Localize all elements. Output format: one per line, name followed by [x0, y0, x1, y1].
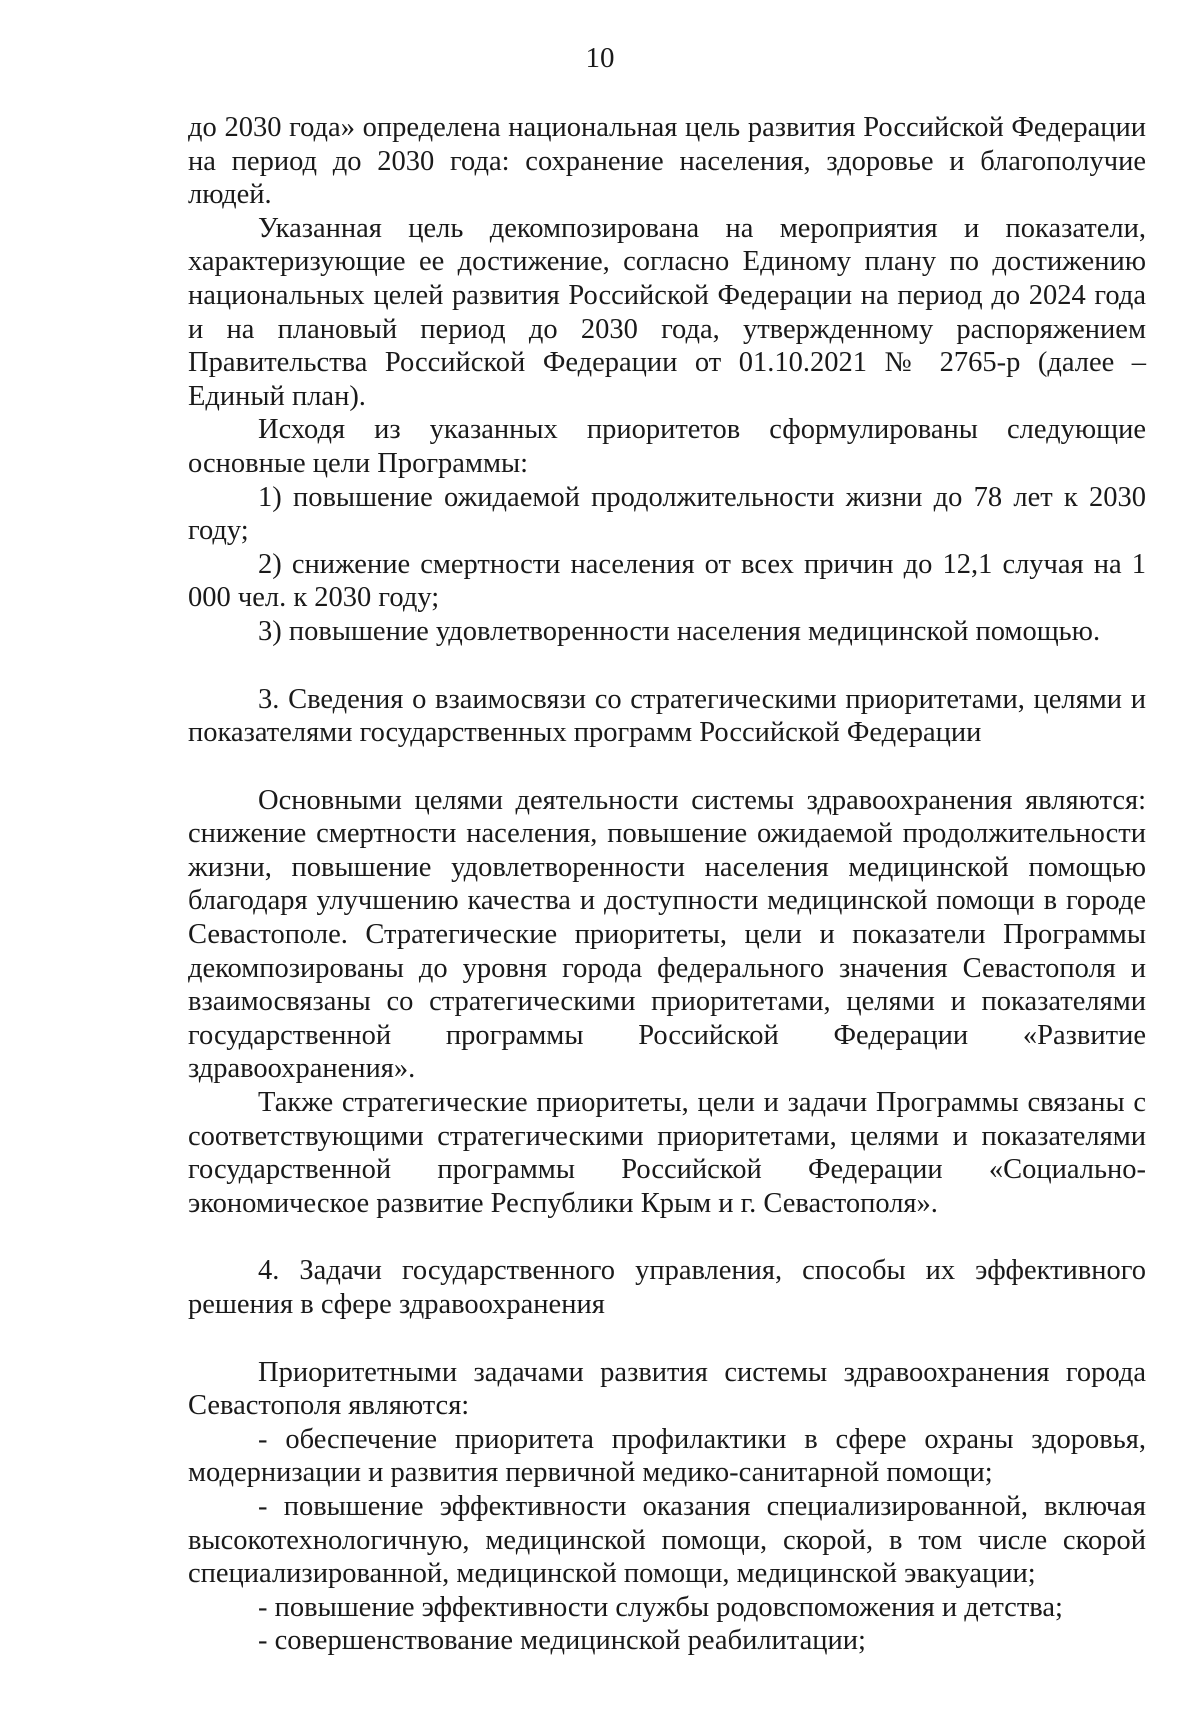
paragraph-priority-tasks-intro: Приоритетными задачами развития системы здравоохранения города Севастополя являются: [188, 1356, 1146, 1422]
paragraph-national-goal: до 2030 года» определена национальная цель развития Российской Федерации на период до 2030 года: сохранение населения, здоровье и благополучие людей. [188, 112, 1146, 211]
paragraph-program-goals-intro: Исходя из указанных приоритетов сформулированы следующие основные цели Программы: [188, 414, 1146, 479]
goal-item-3: 3) повышение удовлетворенности населения медицинской помощью. [258, 615, 1101, 647]
page-number: 10 [585, 42, 615, 74]
paragraph-decomposition: Указанная цель декомпозирована на мероприятия и показатели, характеризующие ее достижение, согласно Единому плану по достижению национальных целей развития Российской Федерации на период до 2024 года и на плановый период до 2030 года, утвержденному распоряжением Правительства Российской Федерации от 01.10.2021 № 2765-р (далее – Единый план). [188, 212, 1146, 412]
goal-item-2: 2) снижение смертности населения от всех причин до 12,1 случая на 1 000 чел. к 2030 году; [188, 548, 1146, 614]
section-heading-3: 3. Сведения о взаимосвязи со стратегическими приоритетами, целями и показателями государственных программ Российской Федерации [188, 683, 1146, 749]
paragraph-main-goals: Основными целями деятельности системы здравоохранения являются: снижение смертности населения, повышение ожидаемой продолжительности жизни, повышение удовлетворенности населения медицинской помощью благодаря улучшению качества и доступности медицинской помощи в городе Севастополе. Стратегические приоритеты, цели и показатели Программы декомпозированы до уровня города федерального значения Севастополя и взаимосвязаны со стратегическими приоритетами, целями и показателями государственной программы Российской Федерации «Развитие здравоохранения». [188, 784, 1146, 1085]
task-item-1: - обеспечение приоритета профилактики в сфере охраны здоровья, модернизации и развития первичной медико-санитарной помощи; [188, 1423, 1146, 1489]
paragraph-related-programs: Также стратегические приоритеты, цели и задачи Программы связаны с соответствующими стратегическими приоритетами, целями и показателями государственной программы Российской Федерации «Социально-экономическое развитие Республики Крым и г. Севастополя». [188, 1087, 1146, 1219]
section-heading-4: 4. Задачи государственного управления, способы их эффективного решения в сфере здравоохранения [188, 1255, 1146, 1320]
document-body [188, 111, 1146, 1658]
goal-item-1: 1) повышение ожидаемой продолжительности жизни до 78 лет к 2030 году; [188, 481, 1146, 547]
task-item-4: - совершенствование медицинской реабилитации; [258, 1625, 866, 1657]
task-item-3: - повышение эффективности службы родовспоможения и детства; [258, 1591, 1063, 1623]
task-item-2: - повышение эффективности оказания специализированной, включая высокотехнологичную, медицинской помощи, скорой, в том числе скорой специализированной, медицинской помощи, медицинской эвакуации; [188, 1490, 1146, 1590]
